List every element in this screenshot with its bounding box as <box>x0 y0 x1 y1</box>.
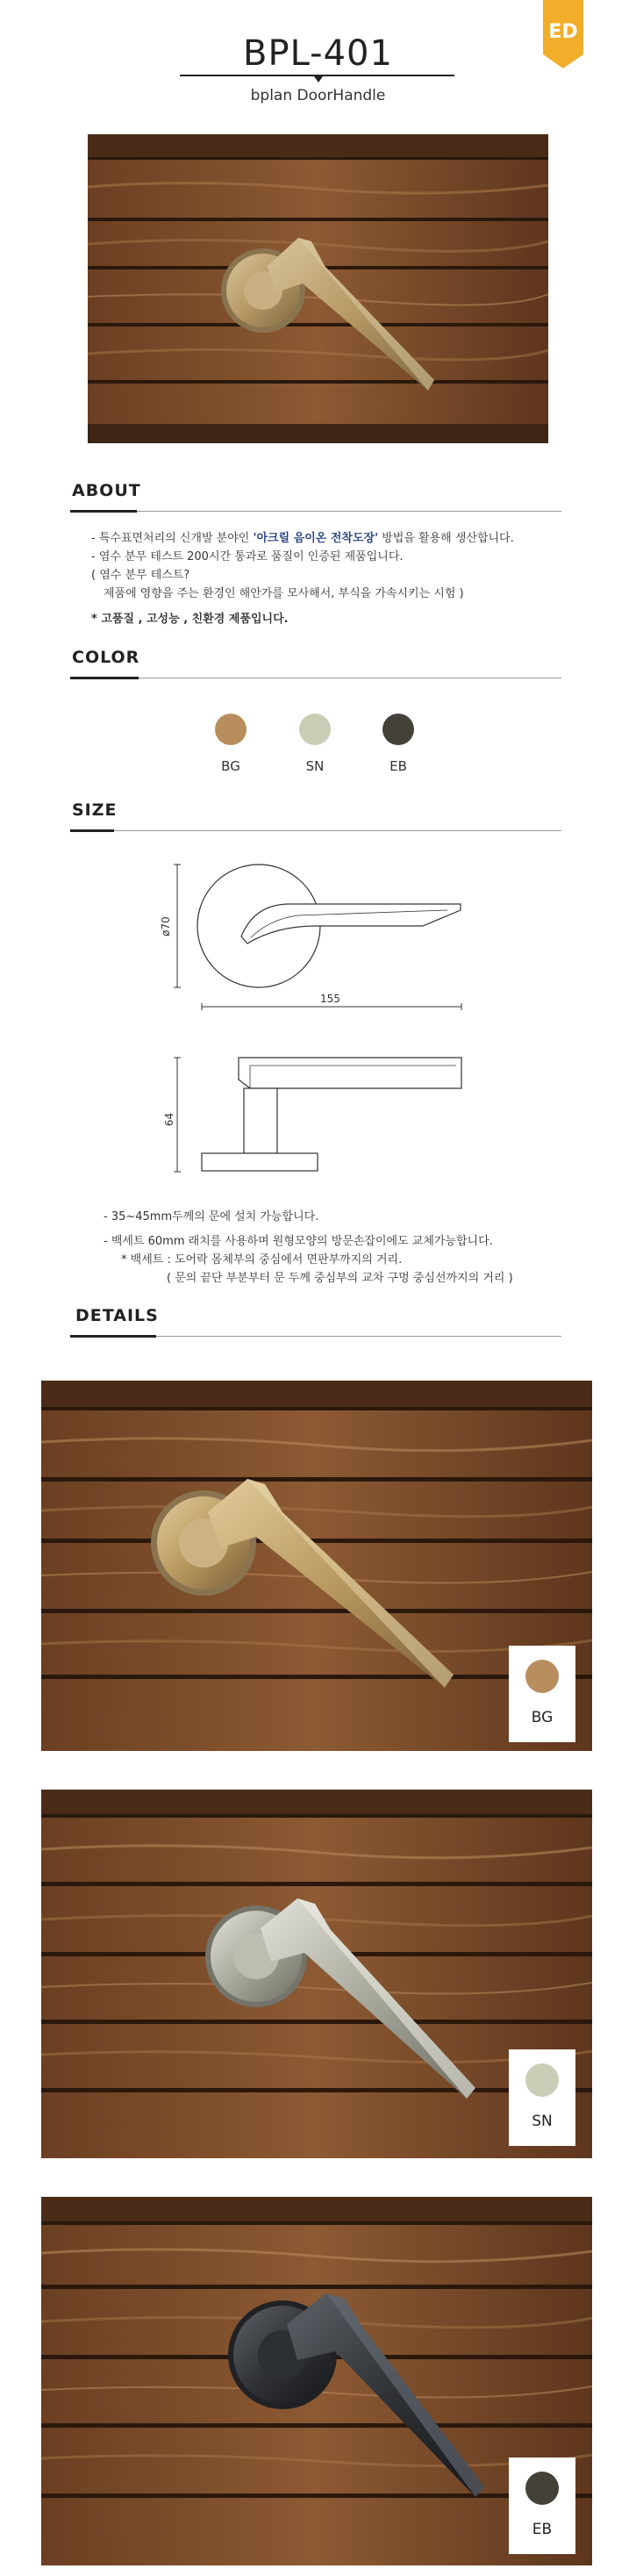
detail-tag-eb <box>509 2458 575 2554</box>
dim-height-label: 64 <box>163 1112 176 1127</box>
detail-tag-eb-label: EB <box>532 2521 553 2538</box>
details-divider <box>70 1336 561 1337</box>
about-line-1-pre: - 특수표면처리의 신개발 분야인 <box>91 532 254 545</box>
size-note-3: * 백세트 : 도어락 몸체부의 중심에서 면판부까지의 거리. <box>121 1253 403 1266</box>
swatch-eb-label: EB <box>389 758 407 774</box>
size-note-2: - 백세트 60mm 래치를 사용하며 원형모양의 방문손잡이에도 교체가능합니다. <box>104 1235 493 1248</box>
about-divider <box>70 511 561 512</box>
dim-diameter-label: ø70 <box>159 916 172 936</box>
about-highlight: '아크릴 음이온 전착도장' <box>253 532 379 545</box>
about-line-2: - 염수 분무 테스트 200시간 통과로 품질이 인증된 제품입니다. <box>91 550 404 563</box>
about-line-1-post: 방법을 활용해 생산합니다. <box>378 532 514 545</box>
detail-tag-bg <box>509 1646 575 1742</box>
title-marker <box>314 76 323 83</box>
size-note-4: ( 문의 끝단 부분부터 문 두께 중심부의 교차 구멍 중심선까지의 거리 ) <box>167 1272 513 1285</box>
page-subtitle: bplan DoorHandle <box>250 87 386 104</box>
dim-length-label: 155 <box>320 993 340 1005</box>
about-heading: ABOUT <box>72 481 141 500</box>
about-line-3: ( 염수 분무 테스트? <box>91 569 190 582</box>
size-heading: SIZE <box>72 800 118 820</box>
size-note-1: - 35~45mm두께의 문에 설치 가능합니다. <box>104 1210 319 1223</box>
detail-tag-eb-swatch <box>525 2472 559 2505</box>
detail-tag-bg-swatch <box>525 1660 559 1693</box>
detail-tag-bg-label: BG <box>531 1709 554 1726</box>
page-title: BPL-401 <box>243 33 393 74</box>
about-line-1 <box>91 529 514 548</box>
detail-tag-sn-swatch <box>525 2063 559 2097</box>
about-line-4: 제품에 영향을 주는 환경인 해안가를 모사해서, 부식을 가속시키는 시험 ) <box>104 587 464 600</box>
swatch-sn-label: SN <box>305 758 325 774</box>
swatch-sn <box>299 714 331 745</box>
details-heading: DETAILS <box>75 1306 159 1325</box>
detail-tag-sn <box>509 2049 575 2146</box>
swatch-eb <box>382 714 414 745</box>
side-view-diagram <box>167 1053 474 1176</box>
hero-photo <box>88 134 548 443</box>
swatch-bg <box>215 714 247 745</box>
detail-tag-sn-label: SN <box>532 2113 553 2130</box>
about-line-5: * 고품질 , 고성능 , 친환경 제품입니다. <box>91 613 289 626</box>
swatch-bg-label: BG <box>221 758 240 774</box>
size-divider <box>70 830 561 831</box>
badge-text: ED <box>548 21 578 43</box>
color-heading: COLOR <box>72 648 140 667</box>
